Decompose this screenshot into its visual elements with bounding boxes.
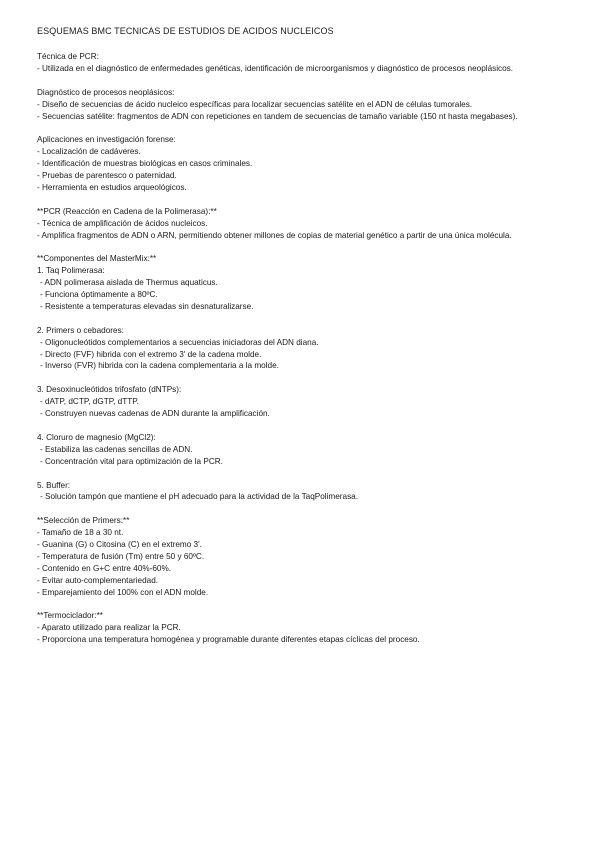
text-line: - Pruebas de parentesco o paternidad. [37, 171, 177, 181]
text-line: - Inverso (FVR) hibrida con la cadena complementaria a la molde. [40, 361, 279, 371]
text-line: - Solución tampón que mantiene el pH adecuado para la actividad de la TaqPolimerasa. [40, 492, 358, 502]
section-pcr-definition [37, 206, 567, 242]
text-line: - dATP, dCTP, dGTP, dTTP. [40, 397, 139, 407]
text-line: 2. Primers o cebadores: [37, 325, 124, 335]
text-line: **PCR (Reacción en Cadena de la Polimerasa):** [37, 206, 217, 216]
text-line: - Estabiliza las cadenas sencillas de ADN. [40, 444, 193, 454]
text-line: - Diseño de secuencias de ácido nucleico específicas para localizar secuencias satélite en el ADN de células tumorales. [37, 99, 473, 109]
section-forensic-applications [37, 134, 567, 194]
text-line: - Herramienta en estudios arqueológicos. [37, 182, 187, 192]
text-line: **Selección de Primers:** [37, 516, 130, 526]
text-line: - Directo (FVF) hibrida con el extremo 3' de la cadena molde. [40, 349, 262, 359]
text-line: - Secuencias satélite: fragmentos de ADN con repeticiones en tandem de secuencias de tamaño variable (150 nt hasta megabases). [37, 111, 518, 121]
section-thermocycler [37, 610, 567, 646]
text-line: - Construyen nuevas cadenas de ADN durante la amplificación. [40, 409, 270, 419]
text-line: 3. Desoxinucleótidos trifosfato (dNTPs): [37, 385, 182, 395]
text-line: 5. Buffer: [37, 480, 71, 490]
text-line: - Resistente a temperaturas elevadas sin desnaturalizarse. [40, 301, 254, 311]
document-title: ESQUEMAS BMC TECNICAS DE ESTUDIOS DE ACIDOS NUCLEICOS [37, 26, 334, 36]
text-line: 1. Taq Polimerasa: [37, 266, 105, 276]
text-line: - Emparejamiento del 100% con el ADN molde. [37, 587, 209, 597]
text-line: **Componentes del MasterMix:** [37, 254, 157, 264]
section-neoplastic-diagnosis [37, 87, 567, 123]
text-line: - Utilizada en el diagnóstico de enfermedades genéticas, identificación de microorganismos y diagnóstico de procesos neoplásicos. [37, 63, 514, 73]
text-line: - Identificación de muestras biológicas en casos criminales. [37, 159, 253, 169]
text-line: Diagnóstico de procesos neoplásicos: [37, 87, 175, 97]
section-pcr-technique [37, 51, 567, 75]
text-line: - Temperatura de fusión (Tm) entre 50 y 60ºC. [37, 551, 205, 561]
section-primer-selection [37, 515, 567, 598]
section-mgcl2 [37, 432, 567, 468]
text-line: 4. Cloruro de magnesio (MgCl2): [37, 432, 156, 442]
text-line: - Proporciona una temperatura homogénea y programable durante diferentes etapas cíclicas del proceso. [37, 635, 420, 645]
text-line: - Localización de cadáveres. [37, 147, 141, 157]
section-dntps [37, 384, 567, 420]
text-line: - Técnica de amplificación de ácidos nucleicos. [37, 218, 208, 228]
text-line: Técnica de PCR: [37, 52, 99, 61]
text-line: - Oligonucleótidos complementarios a secuencias iniciadoras del ADN diana. [40, 337, 319, 347]
text-line: **Termociclador:** [37, 611, 103, 621]
text-line: Aplicaciones en investigación forense: [37, 135, 176, 145]
section-buffer [37, 480, 567, 504]
document-body [37, 51, 567, 658]
text-line: - Funciona óptimamente a 80ºC. [40, 290, 158, 300]
text-line: - ADN polimerasa aislada de Thermus aquaticus. [40, 278, 218, 288]
text-line: - Contenido en G+C entre 40%-60%. [37, 563, 172, 573]
section-primers [37, 325, 567, 373]
text-line: - Aparato utilizado para realizar la PCR. [37, 623, 181, 633]
text-line: - Concentración vital para optimización de la PCR. [40, 456, 223, 466]
section-mastermix-taq [37, 253, 567, 313]
text-line: - Evitar auto-complementariedad. [37, 575, 159, 585]
text-line: - Guanina (G) o Citosina (C) en el extremo 3'. [37, 540, 202, 550]
text-line: - Amplifica fragmentos de ADN o ARN, permitiendo obtener millones de copias de material genético a partir de una única molécula. [37, 230, 512, 240]
text-line: - Tamaño de 18 a 30 nt. [37, 528, 124, 538]
